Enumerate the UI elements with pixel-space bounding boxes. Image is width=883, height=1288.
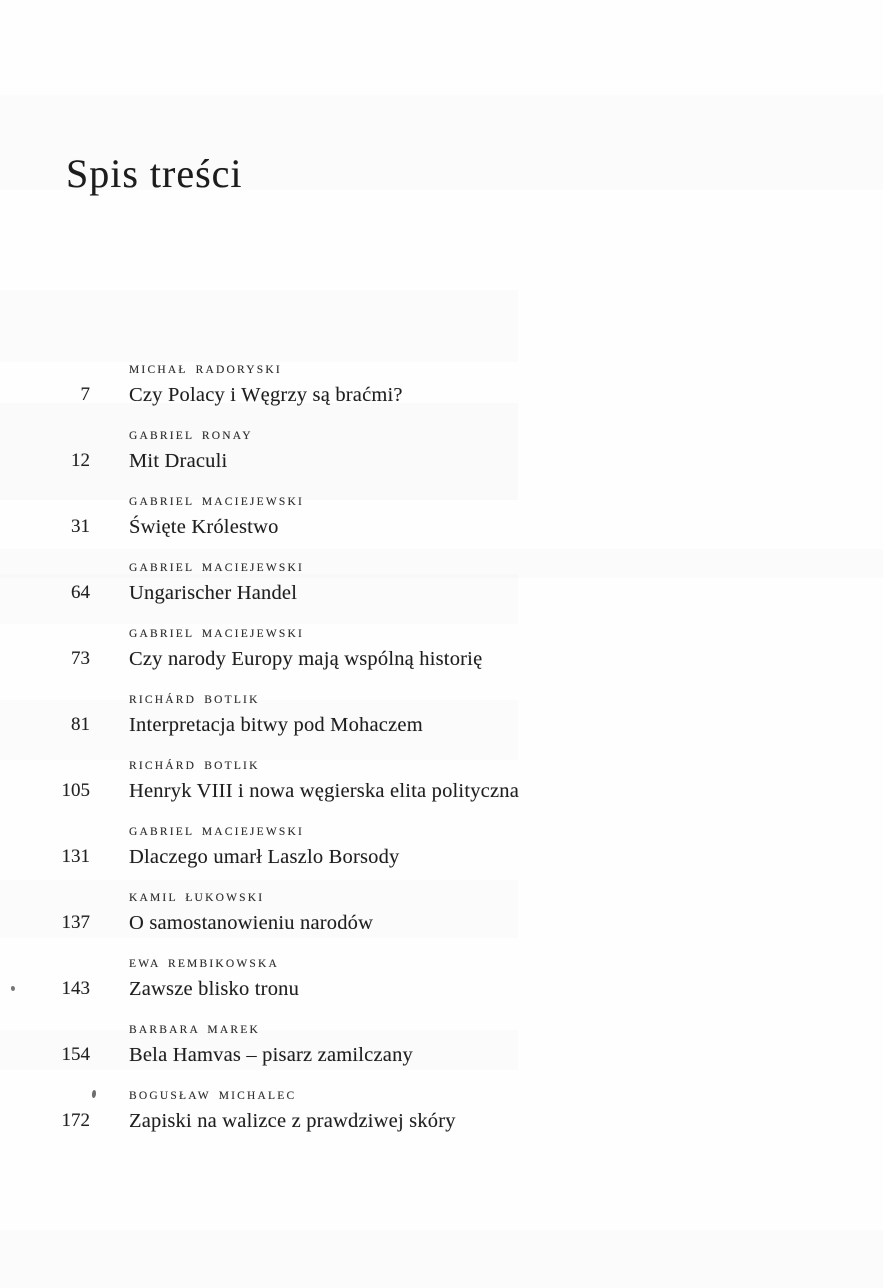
entry-page-number: 64 (71, 582, 90, 603)
toc-entry (0, 691, 660, 740)
entry-page-number: 143 (61, 978, 90, 999)
entry-author: KAMIL ŁUKOWSKI (129, 892, 265, 904)
entry-title: Henryk VIII i nowa węgierska elita polityczna (129, 780, 520, 802)
scan-band (0, 290, 518, 362)
entry-author: BOGUSŁAW MICHALEC (129, 1090, 297, 1102)
entry-title: Mit Draculi (129, 450, 228, 472)
entry-page-number: 172 (61, 1110, 90, 1131)
entry-page-number: 137 (61, 912, 90, 933)
entry-title: Święte Królestwo (129, 516, 279, 538)
entry-title: Dlaczego umarł Laszlo Borsody (129, 846, 400, 868)
entry-author: GABRIEL RONAY (129, 430, 253, 442)
toc-entry (0, 493, 660, 542)
entry-page-number: 131 (61, 846, 90, 867)
toc-entry (0, 361, 660, 410)
toc-entry (0, 427, 660, 476)
entry-page-number: 81 (71, 714, 90, 735)
entry-author: BARBARA MAREK (129, 1024, 260, 1036)
entry-author: GABRIEL MACIEJEWSKI (129, 826, 305, 838)
entry-page-number: 105 (61, 780, 90, 801)
entry-page-number: 154 (61, 1044, 90, 1065)
entry-title: Zawsze blisko tronu (129, 978, 300, 1000)
entry-title: Czy Polacy i Węgrzy są braćmi? (129, 384, 403, 406)
page-title: Spis treści (66, 151, 243, 196)
entry-title: Ungarischer Handel (129, 582, 298, 604)
entry-author: GABRIEL MACIEJEWSKI (129, 496, 305, 508)
entry-page-number: 7 (80, 384, 90, 405)
entry-title: Bela Hamvas – pisarz zamilczany (129, 1044, 413, 1066)
entry-title: Zapiski na walizce z prawdziwej skóry (129, 1110, 456, 1132)
toc-entry (0, 1021, 660, 1070)
entry-author: RICHÁRD BOTLIK (129, 760, 260, 772)
scan-band (0, 1230, 883, 1288)
entry-author: GABRIEL MACIEJEWSKI (129, 562, 305, 574)
entry-page-number: 73 (71, 648, 90, 669)
entry-page-number: 31 (71, 516, 90, 537)
entry-title: Czy narody Europy mają wspólną historię (129, 648, 483, 670)
entry-title: O samostanowieniu narodów (129, 912, 374, 934)
entry-author: RICHÁRD BOTLIK (129, 694, 260, 706)
toc-entry (0, 559, 660, 608)
toc-entry (0, 625, 660, 674)
toc-entry (0, 955, 660, 1004)
toc-entry (0, 889, 660, 938)
entry-author: GABRIEL MACIEJEWSKI (129, 628, 305, 640)
entry-author: EWA REMBIKOWSKA (129, 958, 280, 970)
entry-title: Interpretacja bitwy pod Mohaczem (129, 714, 423, 736)
toc-list (0, 361, 660, 1153)
entry-page-number: 12 (71, 450, 90, 471)
entry-author: MICHAŁ RADORYSKI (129, 364, 282, 376)
toc-entry (0, 757, 660, 806)
toc-entry (0, 823, 660, 872)
toc-entry (0, 1087, 660, 1136)
